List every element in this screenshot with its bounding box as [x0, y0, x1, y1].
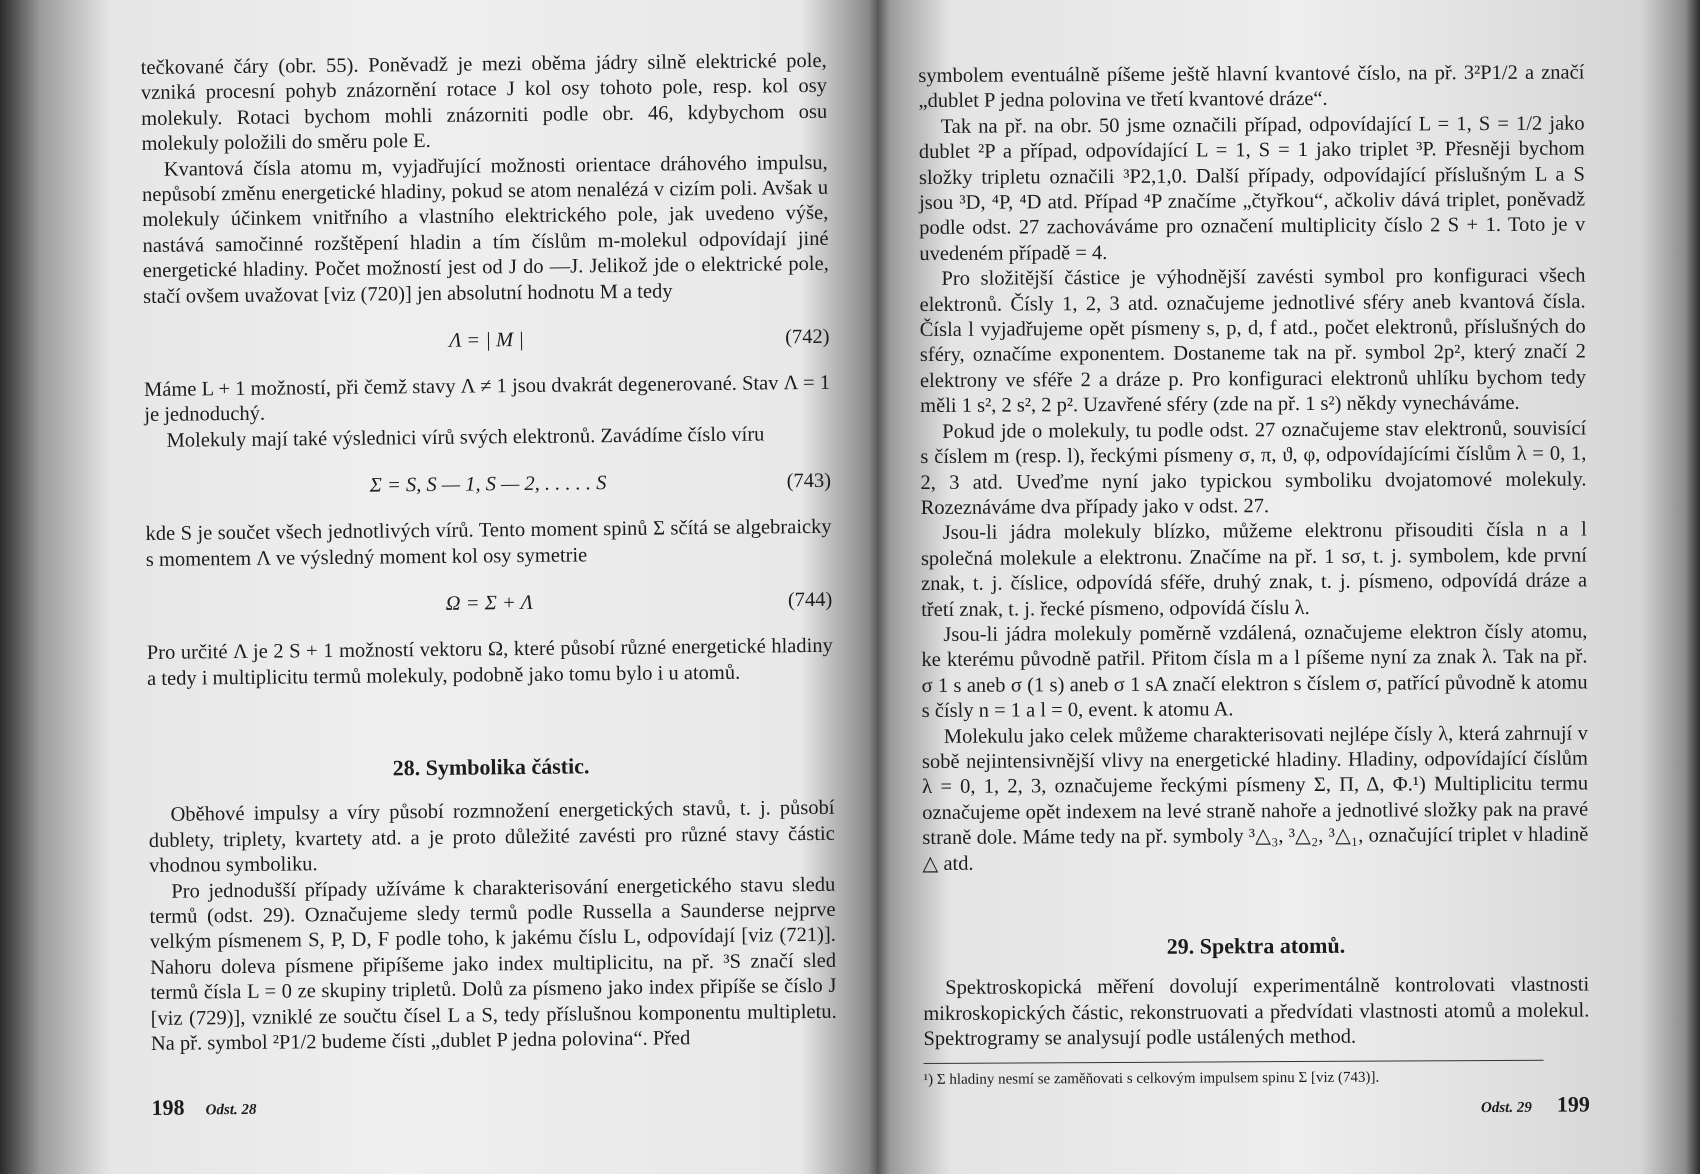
paragraph: Tak na př. na obr. 50 jsme označili případ, odpovídající L = 1, S = 1/2 jako dublet ²P a případ, odpovídající L = 1, S = 1 jako triplet ³P. Přesněji bychom složky tripletu označili ³P2,1,0. Další případy, odpovídající příslušným L a S jsou ³D, ⁴P, ⁴D atd. Případ ⁴P značíme „čtyřkou“, ačkoliv dává triplet, poněvadž podle odst. 27 zachováváme pro označení multiplicity číslo 2 S + 1. Toto je v uvedeném případě = 4. [918, 112, 1586, 265]
paragraph: Molekuly mají také výslednici vírů svých elektronů. Zavádíme číslo víru [166, 423, 765, 452]
paragraph: Jsou-li jádra molekuly blízko, můžeme elektronu přisouditi čísla n a l společná molekule a elektronu. Značíme na př. 1 sσ, t. j. symbolem, kde první znak, t. j. číslice, odpovídá sféře, druhý znak, t. j. písmeno, odpovídá dráze a třetí znak, t. j. řecké písmeno, odpovídá číslu λ. [920, 518, 1588, 621]
paragraph: Pokud jde o molekuly, tu podle odst. 27 označujeme stav elektronů, souvisící s číslem m (resp. l), řeckými písmeny σ, π, ϑ, φ, odpovídajícími číslům λ = 0, 1, 2, 3 atd. Uveďme nyní jako typickou symboliku dvojatomové molekuly. Rozeznáváme dva případy jako v odst. 27. [920, 417, 1587, 519]
equation-743 [145, 467, 831, 502]
equation-formula: Λ = | M | [449, 329, 525, 352]
section-reference: Odst. 28 [205, 1101, 257, 1119]
page-footer [151, 1088, 837, 1123]
paragraph: Pro složitější částice je výhodnější zavésti symbol pro konfiguraci všech elektronů. Čísly 1, 2, 3 atd. označujeme jednotlivé sféry aneb kvantová čísla. Čísla l vyjadřujeme opět písmeny s, p, d, f atd., počet elektronů, příslušných do sféry, označíme exponentem. Dostaneme tak na př. symbol 2p², který značí 2 elektrony ve sféře 2 a dráze p. Pro konfiguraci elektronů uhlíku bychom tedy měli 1 s², 2 s², 2 p². Uzavřené sféry (zde na př. 1 s²) někdy vynecháváme. [919, 264, 1587, 418]
paragraph: Máme L + 1 možností, při čemž stavy Λ ≠ 1 jsou dvakrát degenerované. Stav Λ = 1 je jednoduchý. [143, 371, 831, 427]
paragraph: Pro jednodušší případy užíváme k charakterisování energetického stavu sledu termů (odst. 29). Označujeme sledy termů podle Russella a Saunderse nejprve velkým písmenem S, P, D, F podle toho, k jakému číslu L, odpovídají [viz (721)]. Nahoru doleva písmene připíšeme jako index multiplicitu, na př. ³S značí sled termů čísla L = 0 ze skupiny tripletů. Dolů za písmeno jako index připíše se číslo J [viz (729)], vzniklé ze součtu čísel L a S, tedy příslušnou komponentu multipletu. Na př. symbol ²P1/2 budeme čísti „dublet P jedna polovina“. Před [149, 873, 837, 1055]
paragraph: Oběhové impulsy a víry působí rozmnožení energetických stavů, t. j. působí dublety, triplety, kvartety atd. a je proto důležité zavésti pro různé stavy částic vhodnou symboliku. [148, 797, 835, 878]
right-page [918, 0, 1590, 1174]
paragraph: Molekulu jako celek můžeme charakterisovati nejlépe čísly λ, která zahrnují v sobě nejintensivnější vlivy na energetické hladiny. Hladiny, odpovídající číslům λ = 0, 1, 2, 3, označujeme řeckými písmeny Σ, Π, Δ, Φ.¹) Multiplicitu termu označujeme opět indexem na levé straně nahoře a jednotlivé složky pak na pravé straně dole. Máme tedy na př. symboly ³△₃, ³△₂, ³△₁, označující triplet v hladině △ atd. [921, 722, 1589, 875]
equation-formula: Ω = Σ + Λ [445, 592, 534, 615]
paragraph: Kvantová čísla atomu m, vyjadřující možnosti orientace dráhového impulsu, nepůsobí změnu energetické hladiny, pokud se atom nenalézá v cizím poli. Avšak u molekuly účinkem vnitřního a vlastního elektrického pole, jak uvedeno výše, nastává samočinné rozštěpení hladin a tím číslům m-molekul odpovídají jiné energetické hladiny. Počet možností jest od J do —J. Jelikož jde o elektrické pole, stačí ovšem uvažovat [viz (720)] jen absolutní hodnotu M a tedy [141, 151, 829, 308]
section-reference: Odst. 29 [1480, 1099, 1532, 1117]
equation-formula: Σ = S, S — 1, S — 2, . . . . . S [369, 472, 607, 497]
equation-number: (743) [786, 470, 832, 493]
paragraph: kde S je součet všech jednotlivých vírů. Tento moment spinů Σ sčítá se algebraicky s momentem Λ ve výsledný moment kol osy symetrie [145, 516, 832, 571]
page-footer [924, 1091, 1590, 1122]
paragraph: Pro určité Λ je 2 S + 1 možností vektoru Ω, které působí různé energetické hladiny a tedy i multiplicitu termů molekuly, podobně jako tomu bylo i u atomů. [146, 634, 833, 690]
equation-number: (744) [787, 588, 833, 612]
section-heading: 29. Spektra atomů. [1166, 932, 1346, 959]
page-number: 199 [1556, 1091, 1590, 1117]
equation-number: (742) [785, 325, 830, 349]
paragraph: tečkované čáry (obr. 55). Poněvadž je mezi oběma jádry silně elektrické pole, vzniká procesní pohyb znázornění rotace J kol osy tohoto pole, resp. kol osy molekuly. Rotaci bychom mohli znázorniti podle obr. 46, kdybychom osu molekuly položili do směru pole E. [140, 49, 828, 156]
paragraph: symbolem eventuálně píšeme ještě hlavní kvantové číslo, na př. 3²P1/2 a značí „dublet P jedna polovina ve třetí kvantové dráze“. [918, 61, 1585, 113]
footnote: ¹) Σ hladiny nesmí se zaměňovati s celkovým impulsem spinu Σ [viz (743)]. [923, 1069, 1380, 1088]
footnote-divider [924, 1059, 1544, 1063]
paragraph: Jsou-li jádra molekuly poměrně vzdálená, označujeme elektron čísly atomu, ke kterému původně patřil. Přitom čísla m a l píšeme nyní za znak λ. Tak na př. σ 1 s aneb σ (1 s) aneb σ 1 sA značí elektron s číslem σ, patřící původně k atomu s čísly n = 1 a l = 0, event. k atomu A. [921, 620, 1588, 723]
equation-742 [143, 323, 829, 358]
paragraph: Spektroskopická měření dovolují experimentálně kontrolovati vlastnosti mikroskopických částic, rekonstruovati a předvídati vlastnosti atomů a molekul. Spektrogramy se analysují podle ustálených method. [923, 973, 1590, 1051]
equation-744 [146, 586, 832, 621]
page-number: 198 [151, 1094, 185, 1120]
section-heading: 28. Symbolika částic. [392, 753, 590, 781]
left-page [140, 0, 838, 1174]
